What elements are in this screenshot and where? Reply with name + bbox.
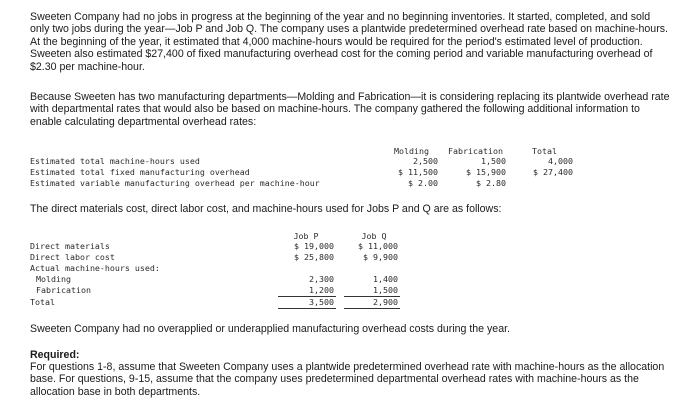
dept-header-total: Total (532, 146, 557, 156)
no-over-under-paragraph: Sweeten Company had no overapplied or underapplied manufacturing overhead costs during the year. (30, 323, 510, 335)
dept-row-label: Estimated total fixed manufacturing overhead (30, 167, 250, 177)
job-cell: 3,500 (309, 297, 334, 307)
dept-cell: $ 2.80 (476, 178, 506, 188)
required-label: Required: (30, 349, 80, 361)
departments-paragraph: Because Sweeten has two manufacturing departments—Molding and Fabrication—it is considering replacing its plantwide overhead rate with departmental rates that would also be based on machine-hours. The company gathered the following additional information to enable calculating departmental overhead rates: (30, 91, 670, 128)
dept-header-molding: Molding (394, 146, 429, 156)
job-cell: 2,900 (373, 297, 398, 307)
required-paragraph: For questions 1-8, assume that Sweeten Company uses a plantwide predetermined overhead rate with machine-hours as the allocation base. For questions, 9-15, assume that the company uses predetermined departmental overhead rates with machine-hours as the allocation base in both departments. (30, 361, 665, 398)
dept-cell: $ 15,900 (466, 167, 506, 177)
jobs-paragraph: The direct materials cost, direct labor cost, and machine-hours used for Jobs P and Q are as follows: (30, 203, 502, 215)
dept-cell: 2,500 (413, 156, 438, 166)
job-row-label: Molding (36, 274, 71, 284)
total-rule (278, 308, 336, 309)
dept-cell: $ 11,500 (398, 167, 438, 177)
job-row-label: Direct labor cost (30, 252, 115, 262)
job-cell: $ 19,000 (294, 241, 334, 251)
total-rule (344, 308, 400, 309)
dept-cell: 4,000 (548, 156, 573, 166)
job-row-label: Total (30, 297, 55, 307)
dept-header-fabrication: Fabrication (448, 146, 503, 156)
job-cell: 1,500 (373, 285, 398, 295)
job-cell: 1,200 (309, 285, 334, 295)
job-cell: 1,400 (373, 274, 398, 284)
job-row-label: Fabrication (36, 285, 91, 295)
job-cell: $ 9,900 (363, 252, 398, 262)
job-row-label: Direct materials (30, 241, 110, 251)
intro-paragraph: Sweeten Company had no jobs in progress at the beginning of the year and no beginning inventories. It started, completed, and sold only two jobs during the year—Job P and Job Q. The company uses a plantwide predetermined overhead rate based on machine-hours. At the beginning of the year, it estimated that 4,000 machine-hours would be required for the period's estimated level of production. Sweeten also estimated $27,400 of fixed manufacturing overhead cost for the coming period and variable manufacturing overhead of $2.30 per machine-hour. (30, 11, 668, 73)
job-row-label: Actual machine-hours used: (30, 263, 160, 273)
dept-row-label: Estimated variable manufacturing overhead per machine-hour (30, 178, 320, 188)
dept-row-label: Estimated total machine-hours used (30, 156, 200, 166)
job-cell: 2,300 (309, 274, 334, 284)
dept-cell: $ 27,400 (533, 167, 573, 177)
dept-cell: 1,500 (481, 156, 506, 166)
job-cell: $ 11,000 (358, 241, 398, 251)
dept-cell: $ 2.00 (408, 178, 438, 188)
job-cell: $ 25,800 (294, 252, 334, 262)
job-header-q: Job Q (361, 231, 387, 241)
job-header-p: Job P (293, 231, 319, 241)
